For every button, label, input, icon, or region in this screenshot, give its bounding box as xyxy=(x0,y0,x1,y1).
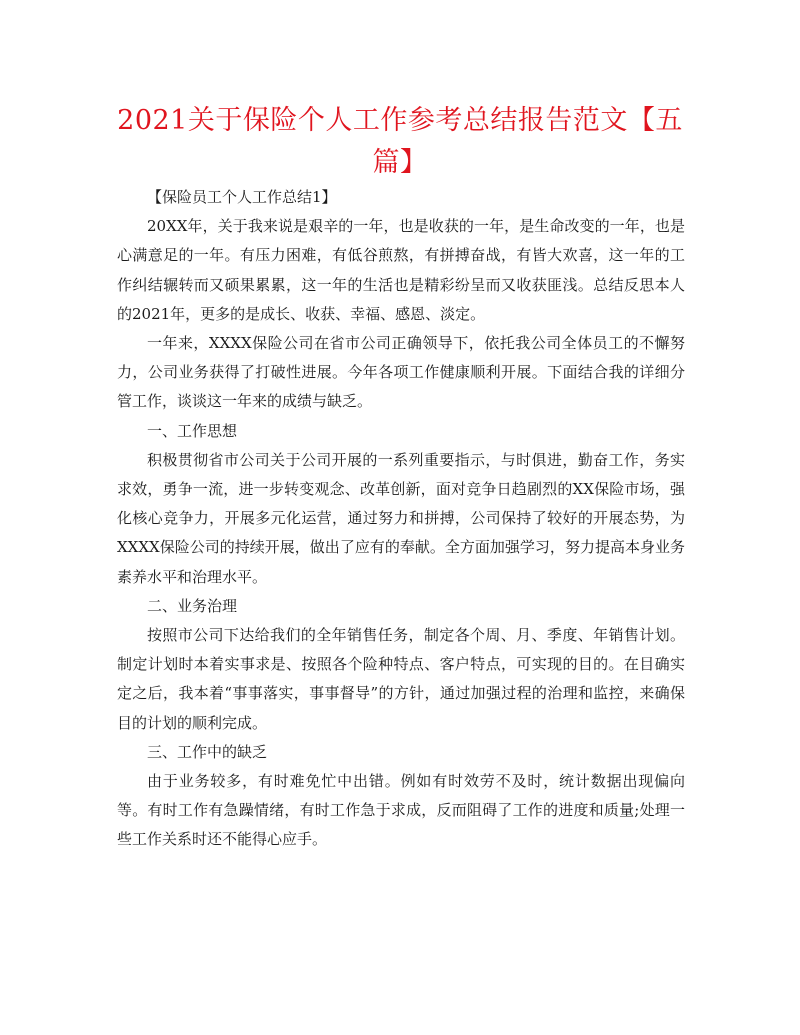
subheading-shortcomings: 三、工作中的缺乏 xyxy=(147,742,268,761)
paragraph-shortcomings: 由于业务较多，有时难免忙中出错。例如有时效劳不及时，统计数据出现偏向等。有时工作有急躁情绪，有时工作急于求成，反而阻碍了工作的进度和质量;处理一些工作关系时还不能得心应手。 xyxy=(117,772,685,849)
subheading-business-management: 二、业务治理 xyxy=(147,596,238,615)
paragraph-work-thought: 积极贯彻省市公司关于公司开展的一系列重要指示，与时俱进，勤奋工作，务实求效，勇争一流，进一步转变观念、改革创新，面对竞争日趋剧烈的XX保险市场，强化核心竞争力，开展多元化运营，通过努力和拼搏，公司保持了较好的开展态势，为XXXX保险公司的持续开展，做出了应有的奉献。全方面加强学习，努力提高本身业务素养水平和治理水平。 xyxy=(117,450,685,586)
paragraph-intro: 20XX年，关于我来说是艰辛的一年，也是收获的一年，是生命改变的一年，也是心满意足的一年。有压力困难，有低谷煎熬，有拼搏奋战，有皆大欢喜，这一年的工作纠结辗转而又硕果累累，这一年的生活也是精彩纷呈而又收获匪浅。总结反思本人的2021年，更多的是成长、收获、幸福、感恩、淡定。 xyxy=(117,217,685,323)
subheading-work-thought: 一、工作思想 xyxy=(147,421,238,440)
paragraph-overview: 一年来，XXXX保险公司在省市公司正确领导下，依托我公司全体员工的不懈努力，公司业务获得了打破性进展。今年各项工作健康顺利开展。下面结合我的详细分管工作，谈谈这一年来的成绩与缺乏。 xyxy=(117,334,685,411)
section-heading: 【保险员工个人工作总结1】 xyxy=(147,188,337,206)
document-body xyxy=(117,183,685,855)
document-title: 2021关于保险个人工作参考总结报告范文【五篇】 xyxy=(117,105,683,178)
paragraph-business-management: 按照市公司下达给我们的全年销售任务，制定各个周、月、季度、年销售计划。制定计划时本着实事求是、按照各个险种特点、客户特点，可实现的目的。在目确实定之后，我本着“事事落实，事事督导”的方针，通过加强过程的治理和监控，来确保目的计划的顺利完成。 xyxy=(117,626,685,732)
